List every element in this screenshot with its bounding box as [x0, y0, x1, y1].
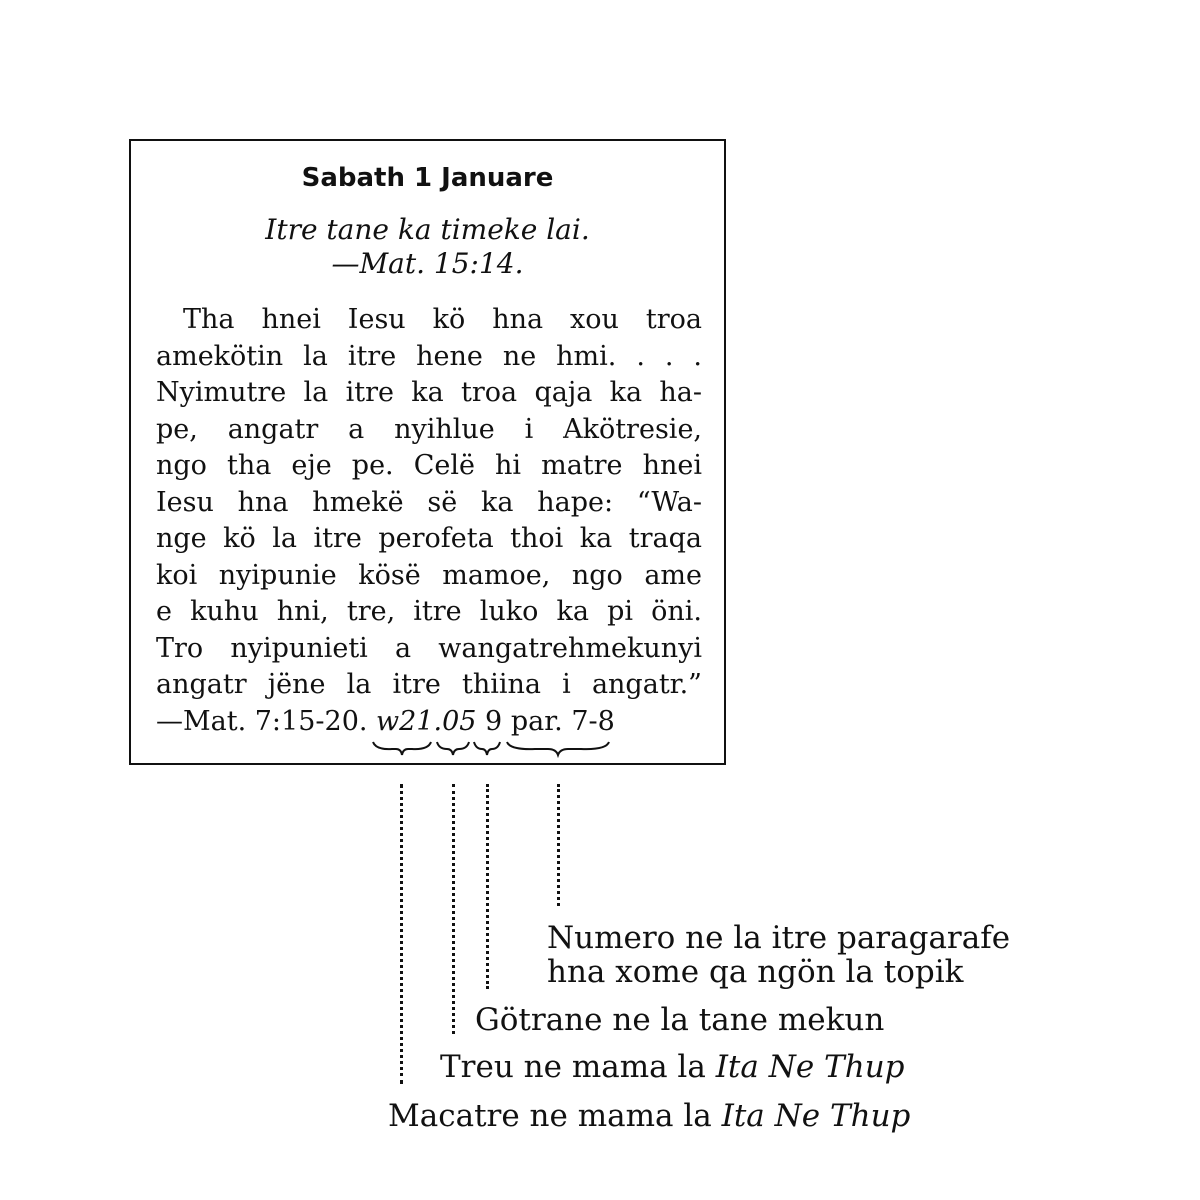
- page-number: 9: [485, 706, 503, 737]
- body-line: Nyimutre la itre ka troa qaja ka ha-: [156, 377, 702, 408]
- body-line: pe, angatr a nyihlue i Akötresie,: [156, 413, 702, 445]
- body-line: ngo tha eje pe. Celë hi matre hnei: [156, 450, 702, 481]
- label-month: [440, 1050, 905, 1084]
- label-paragraphs-2: hna xome qa ngön la topik: [547, 954, 964, 990]
- body-line: Tro nyipunieti a wangatrehmekunyi: [156, 632, 702, 664]
- dotted-leader-paragraphs: [557, 784, 560, 906]
- body-line: koi nyipunie kösë mamoe, ngo ame: [156, 559, 702, 591]
- label-month-title: Ita Ne Thup: [715, 1049, 905, 1085]
- brace-paragraphs: [507, 742, 609, 755]
- dotted-leader-year: [400, 784, 403, 1084]
- label-year-title: Ita Ne Thup: [721, 1098, 911, 1134]
- brace-page: [474, 742, 500, 755]
- publication-code: w21.05: [376, 706, 477, 737]
- theme-text: Itre tane ka timeke lai.: [265, 213, 590, 246]
- scripture-reference: —Mat. 7:15-20.: [156, 706, 377, 737]
- paragraph-numbers: par. 7-8: [510, 706, 615, 737]
- label-page: Götrane ne la tane mekun: [475, 1002, 885, 1038]
- theme-reference: —Mat. 15:14.: [331, 247, 524, 280]
- brace-issue: [437, 742, 469, 755]
- body-line: e kuhu hni, tre, itre luko ka pi öni.: [156, 596, 702, 627]
- date-heading: Sabath 1 Januare: [301, 163, 554, 193]
- label-year-text: Macatre ne mama la: [388, 1098, 722, 1134]
- label-month-text: Treu ne mama la: [440, 1049, 716, 1085]
- label-paragraphs-1: Numero ne la itre paragarafe: [547, 920, 1011, 956]
- brace-publication: [373, 742, 431, 755]
- body-line: Iesu hna hmekë së ka hape: “Wa-: [156, 486, 702, 518]
- body-line: Tha hnei Iesu kö hna xou troa: [156, 304, 702, 335]
- dotted-leader-page: [486, 784, 489, 989]
- body-line: amekötin la itre hene ne hmi. . . .: [156, 340, 702, 372]
- dotted-leader-month: [452, 784, 455, 1034]
- label-year: [388, 1099, 910, 1133]
- body-line: angatr jëne la itre thiina i angatr.”: [156, 669, 702, 700]
- body-line: nge kö la itre perofeta thoi ka traqa: [156, 523, 702, 554]
